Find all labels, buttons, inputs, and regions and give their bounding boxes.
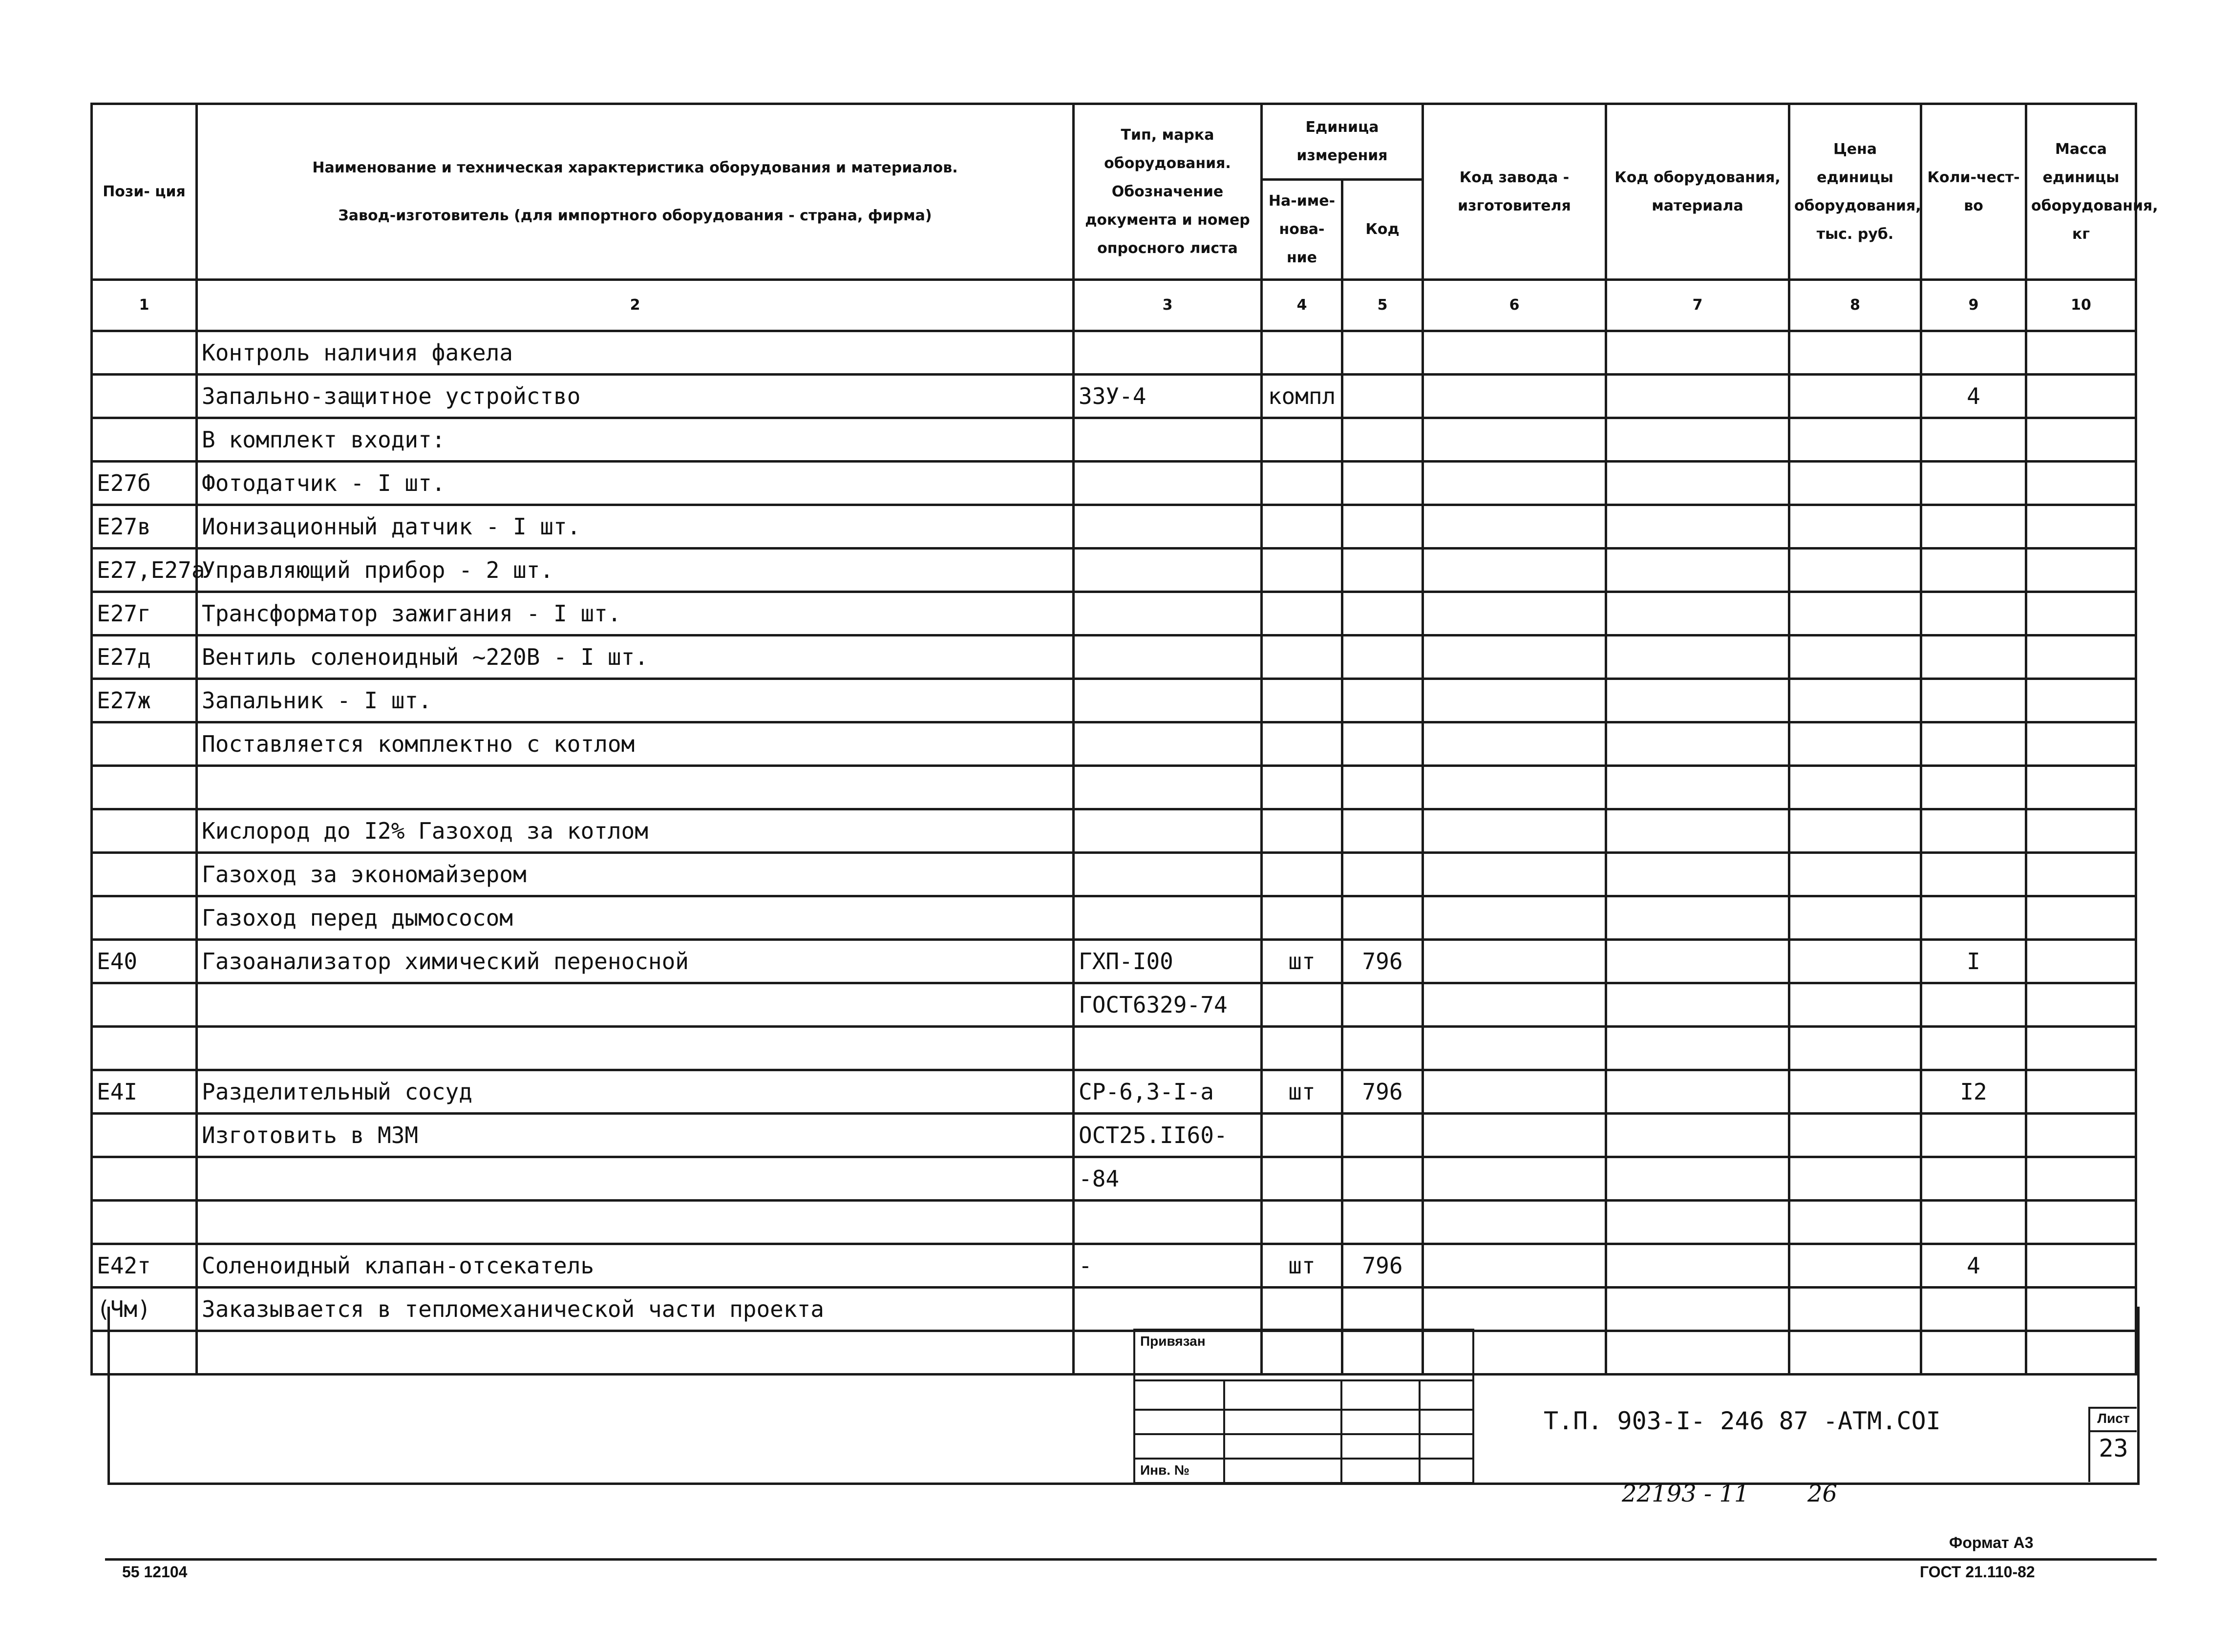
cell-mass [2026,1027,2136,1070]
cell-factory-code [1423,418,1606,462]
cell-position [92,1201,197,1244]
cell-name [197,1157,1074,1201]
cell-factory-code [1423,635,1606,679]
column-number: 4 [1262,280,1342,331]
cell-name: Разделительный сосуд [197,1070,1074,1114]
footer-code: 55 12104 [122,1563,188,1581]
cell-factory-code [1423,896,1606,940]
cell-unit-code [1342,983,1423,1027]
cell-price [1789,549,1921,592]
cell-position [92,418,197,462]
bottom-rule [105,1558,2157,1561]
cell-unit-code [1342,896,1423,940]
cell-equipment-code [1606,505,1789,549]
table-row [92,809,2136,853]
table-row [92,549,2136,592]
cell-unit-name [1262,635,1342,679]
cell-unit-name: компл [1262,375,1342,418]
header-name-line1: Наименование и техническая характеристика оборудования и материалов. [312,159,958,176]
cell-name: Газоход за экономайзером [197,853,1074,896]
header-name-line2: Завод-изготовитель (для импортного оборудования - страна, фирма) [338,207,932,224]
cell-position [92,809,197,853]
cell-equipment-code [1606,462,1789,505]
cell-unit-code [1342,418,1423,462]
cell-type [1074,1027,1262,1070]
column-number: 1 [92,280,197,331]
cell-price [1789,853,1921,896]
cell-name: Запально-защитное устройство [197,375,1074,418]
cell-position: (Чм) [92,1288,197,1331]
cell-price [1789,940,1921,983]
sheet-number-box [2088,1407,2137,1482]
column-number: 2 [197,280,1074,331]
cell-unit-code [1342,462,1423,505]
cell-type [1074,1201,1262,1244]
table-row [92,331,2136,375]
cell-type [1074,418,1262,462]
gost-reference: ГОСТ 21.110-82 [1920,1563,2035,1581]
sheet-number: 23 [2099,1434,2128,1462]
approval-stamp [1133,1329,1474,1484]
header-quantity: Коли-чест-во [1921,104,2026,280]
cell-price [1789,766,1921,809]
header-name [197,104,1074,280]
table-row [92,505,2136,549]
cell-type: - [1074,1244,1262,1288]
cell-unit-name [1262,853,1342,896]
cell-price [1789,331,1921,375]
cell-unit-name [1262,462,1342,505]
cell-unit-name [1262,679,1342,722]
cell-mass [2026,1070,2136,1114]
table-row [92,853,2136,896]
cell-name: Поставляется комплектно с котлом [197,722,1074,766]
cell-factory-code [1423,549,1606,592]
table-row [92,1244,2136,1288]
inventory-number-label: Инв. № [1140,1462,1190,1478]
sheet-box-divider [2090,1430,2137,1432]
cell-mass [2026,1114,2136,1157]
cell-name: Изготовить в МЗМ [197,1114,1074,1157]
cell-price [1789,722,1921,766]
sheet-label: Лист [2097,1411,2130,1426]
cell-quantity [1921,1157,2026,1201]
cell-mass [2026,679,2136,722]
column-number: 3 [1074,280,1262,331]
cell-unit-code [1342,505,1423,549]
cell-unit-name [1262,896,1342,940]
table-row [92,592,2136,635]
cell-equipment-code [1606,940,1789,983]
cell-position: Е42т [92,1244,197,1288]
cell-price [1789,1244,1921,1288]
cell-quantity [1921,766,2026,809]
table-row [92,1027,2136,1070]
cell-equipment-code [1606,853,1789,896]
cell-position [92,853,197,896]
cell-position: Е27,Е27а [92,549,197,592]
cell-quantity [1921,722,2026,766]
cell-position [92,331,197,375]
cell-unit-code [1342,722,1423,766]
table-row [92,766,2136,809]
cell-equipment-code [1606,809,1789,853]
cell-equipment-code [1606,1114,1789,1157]
cell-unit-name: шт [1262,1070,1342,1114]
cell-quantity [1921,462,2026,505]
cell-mass [2026,896,2136,940]
cell-factory-code [1423,983,1606,1027]
cell-equipment-code [1606,331,1789,375]
cell-type: ГОСТ6329-74 [1074,983,1262,1027]
cell-quantity: I [1921,940,2026,983]
cell-name [197,1027,1074,1070]
cell-equipment-code [1606,722,1789,766]
cell-equipment-code [1606,1244,1789,1288]
cell-mass [2026,375,2136,418]
cell-factory-code [1423,722,1606,766]
cell-factory-code [1423,505,1606,549]
column-number: 6 [1423,280,1606,331]
cell-type [1074,679,1262,722]
header-position: Пози- ция [92,104,197,280]
column-number: 8 [1789,280,1921,331]
cell-unit-code: 796 [1342,940,1423,983]
cell-mass [2026,853,2136,896]
cell-position [92,1114,197,1157]
cell-quantity [1921,853,2026,896]
cell-equipment-code [1606,1157,1789,1201]
cell-unit-name [1262,1114,1342,1157]
cell-factory-code [1423,1027,1606,1070]
cell-price [1789,1201,1921,1244]
cell-mass [2026,766,2136,809]
cell-quantity [1921,1114,2026,1157]
cell-position [92,375,197,418]
cell-type: ЗЗУ-4 [1074,375,1262,418]
stamp-divider [1340,1379,1342,1482]
cell-mass [2026,940,2136,983]
cell-unit-name [1262,592,1342,635]
table-row [92,418,2136,462]
cell-position: Е27в [92,505,197,549]
cell-quantity [1921,1201,2026,1244]
cell-price [1789,375,1921,418]
cell-type [1074,853,1262,896]
cell-unit-code [1342,592,1423,635]
cell-price [1789,592,1921,635]
cell-name: Ионизационный датчик - I шт. [197,505,1074,549]
handwritten-page-number: 26 [1807,1480,1838,1507]
cell-type [1074,505,1262,549]
cell-position: Е27ж [92,679,197,722]
cell-type [1074,592,1262,635]
cell-name: Контроль наличия факела [197,331,1074,375]
cell-unit-code: 796 [1342,1244,1423,1288]
table-row [92,722,2136,766]
column-number: 5 [1342,280,1423,331]
column-number: 7 [1606,280,1789,331]
cell-position: Е27б [92,462,197,505]
cell-price [1789,1114,1921,1157]
cell-unit-name [1262,418,1342,462]
cell-factory-code [1423,1244,1606,1288]
cell-position [92,1157,197,1201]
cell-factory-code [1423,853,1606,896]
cell-quantity [1921,679,2026,722]
cell-price [1789,896,1921,940]
cell-quantity: I2 [1921,1070,2026,1114]
cell-factory-code [1423,766,1606,809]
cell-unit-code: 796 [1342,1070,1423,1114]
cell-price [1789,505,1921,549]
cell-quantity [1921,505,2026,549]
cell-quantity [1921,809,2026,853]
table-row [92,375,2136,418]
cell-unit-code [1342,766,1423,809]
cell-name: Соленоидный клапан-отсекатель [197,1244,1074,1288]
cell-type [1074,896,1262,940]
cell-name: Вентиль соленоидный ~220В - I шт. [197,635,1074,679]
handwritten-archive-number: 22193 - 11 [1622,1480,1749,1507]
stamp-divider [1135,1458,1472,1460]
cell-unit-code [1342,1201,1423,1244]
cell-name: Заказывается в тепломеханической части проекта [197,1288,1074,1331]
cell-name: Запальник - I шт. [197,679,1074,722]
cell-position [92,896,197,940]
cell-type [1074,722,1262,766]
cell-type [1074,635,1262,679]
cell-quantity [1921,635,2026,679]
cell-unit-code [1342,809,1423,853]
document-code: Т.П. 903-I- 246 87 -АТМ.СОI [1544,1407,1941,1435]
cell-factory-code [1423,809,1606,853]
cell-unit-name [1262,722,1342,766]
cell-quantity: 4 [1921,375,2026,418]
column-number-row [92,280,2136,331]
cell-price [1789,418,1921,462]
stamp-divider [1419,1379,1421,1482]
cell-price [1789,809,1921,853]
cell-price [1789,1027,1921,1070]
cell-factory-code [1423,592,1606,635]
cell-unit-code [1342,679,1423,722]
cell-factory-code [1423,375,1606,418]
cell-factory-code [1423,462,1606,505]
table-row [92,940,2136,983]
cell-unit-code [1342,375,1423,418]
cell-unit-code [1342,853,1423,896]
cell-unit-name [1262,809,1342,853]
specification-table [90,103,2158,1376]
cell-price [1789,1157,1921,1201]
column-number: 9 [1921,280,2026,331]
cell-price [1789,679,1921,722]
cell-factory-code [1423,679,1606,722]
cell-quantity [1921,331,2026,375]
cell-name [197,1201,1074,1244]
cell-factory-code [1423,1114,1606,1157]
stamp-divider [1135,1379,1472,1381]
cell-mass [2026,1244,2136,1288]
cell-type [1074,549,1262,592]
stamp-divider [1135,1409,1472,1411]
cell-factory-code [1423,1157,1606,1201]
table-row [92,1114,2136,1157]
cell-mass [2026,1157,2136,1201]
cell-price [1789,462,1921,505]
header-unit-name: На-име-нова-ние [1262,180,1342,280]
stamp-divider [1135,1433,1472,1435]
cell-name: Газоанализатор химический переносной [197,940,1074,983]
cell-position [92,722,197,766]
cell-unit-name: шт [1262,940,1342,983]
cell-unit-name [1262,766,1342,809]
cell-factory-code [1423,940,1606,983]
header-mass: Масса единицы оборудования, кг [2026,104,2136,280]
cell-mass [2026,1201,2136,1244]
cell-name [197,983,1074,1027]
cell-mass [2026,331,2136,375]
cell-type: ОСТ25.II60- [1074,1114,1262,1157]
cell-name: Кислород до I2% Газоход за котлом [197,809,1074,853]
cell-equipment-code [1606,1070,1789,1114]
cell-quantity: 4 [1921,1244,2026,1288]
cell-name: Газоход перед дымососом [197,896,1074,940]
cell-type: ГХП-I00 [1074,940,1262,983]
cell-mass [2026,983,2136,1027]
cell-type: -84 [1074,1157,1262,1201]
cell-position: Е27г [92,592,197,635]
cell-unit-name [1262,331,1342,375]
cell-price [1789,983,1921,1027]
cell-mass [2026,722,2136,766]
cell-type [1074,462,1262,505]
cell-position: Е27д [92,635,197,679]
cell-position [92,983,197,1027]
cell-price [1789,635,1921,679]
title-block-frame [107,1307,2140,1485]
cell-type [1074,331,1262,375]
cell-position [92,1027,197,1070]
specification-body [92,331,2136,1375]
cell-mass [2026,462,2136,505]
cell-factory-code [1423,1070,1606,1114]
table-row [92,1201,2136,1244]
cell-position: Е40 [92,940,197,983]
cell-name [197,766,1074,809]
cell-unit-name [1262,1027,1342,1070]
table-row [92,983,2136,1027]
cell-mass [2026,592,2136,635]
cell-equipment-code [1606,635,1789,679]
cell-name: Управляющий прибор - 2 шт. [197,549,1074,592]
table-row [92,896,2136,940]
cell-unit-code [1342,635,1423,679]
cell-quantity [1921,418,2026,462]
cell-type: СР-6,3-I-а [1074,1070,1262,1114]
cell-price [1789,1070,1921,1114]
table-row [92,635,2136,679]
cell-type [1074,766,1262,809]
cell-unit-name [1262,1157,1342,1201]
cell-mass [2026,635,2136,679]
cell-mass [2026,809,2136,853]
cell-equipment-code [1606,679,1789,722]
cell-unit-name [1262,1201,1342,1244]
cell-equipment-code [1606,896,1789,940]
cell-mass [2026,505,2136,549]
header-type: Тип, марка оборудования. Обозначение документа и номер опросного листа [1074,104,1262,280]
cell-mass [2026,549,2136,592]
cell-unit-name [1262,549,1342,592]
cell-unit-code [1342,549,1423,592]
table-row [92,679,2136,722]
cell-equipment-code [1606,1027,1789,1070]
header-factory-code: Код завода - изготовителя [1423,104,1606,280]
cell-equipment-code [1606,983,1789,1027]
cell-unit-code [1342,1114,1423,1157]
cell-unit-code [1342,331,1423,375]
cell-name: Фотодатчик - I шт. [197,462,1074,505]
cell-unit-name: шт [1262,1244,1342,1288]
header-price: Цена единицы оборудования, тыс. руб. [1789,104,1921,280]
column-number: 10 [2026,280,2136,331]
cell-equipment-code [1606,766,1789,809]
stamp-label: Привязан [1140,1334,1206,1349]
table-row [92,462,2136,505]
header-equipment-code: Код оборудования, материала [1606,104,1789,280]
paper-format-label: Формат А3 [1949,1534,2034,1551]
cell-equipment-code [1606,1201,1789,1244]
cell-unit-name [1262,983,1342,1027]
cell-quantity [1921,983,2026,1027]
cell-name: В комплект входит: [197,418,1074,462]
cell-equipment-code [1606,549,1789,592]
stamp-divider [1223,1379,1225,1482]
cell-unit-code [1342,1027,1423,1070]
table-row [92,1157,2136,1201]
cell-unit-name [1262,505,1342,549]
cell-equipment-code [1606,592,1789,635]
cell-mass [2026,418,2136,462]
cell-equipment-code [1606,375,1789,418]
table-row [92,1070,2136,1114]
cell-name: Трансформатор зажигания - I шт. [197,592,1074,635]
header-unit-code: Код [1342,180,1423,280]
cell-position: Е4I [92,1070,197,1114]
cell-quantity [1921,1027,2026,1070]
cell-equipment-code [1606,418,1789,462]
cell-position [92,766,197,809]
cell-factory-code [1423,331,1606,375]
header-unit-group: Единица измерения [1262,104,1423,180]
cell-quantity [1921,549,2026,592]
cell-quantity [1921,592,2026,635]
cell-factory-code [1423,1201,1606,1244]
cell-type [1074,809,1262,853]
cell-quantity [1921,896,2026,940]
cell-unit-code [1342,1157,1423,1201]
